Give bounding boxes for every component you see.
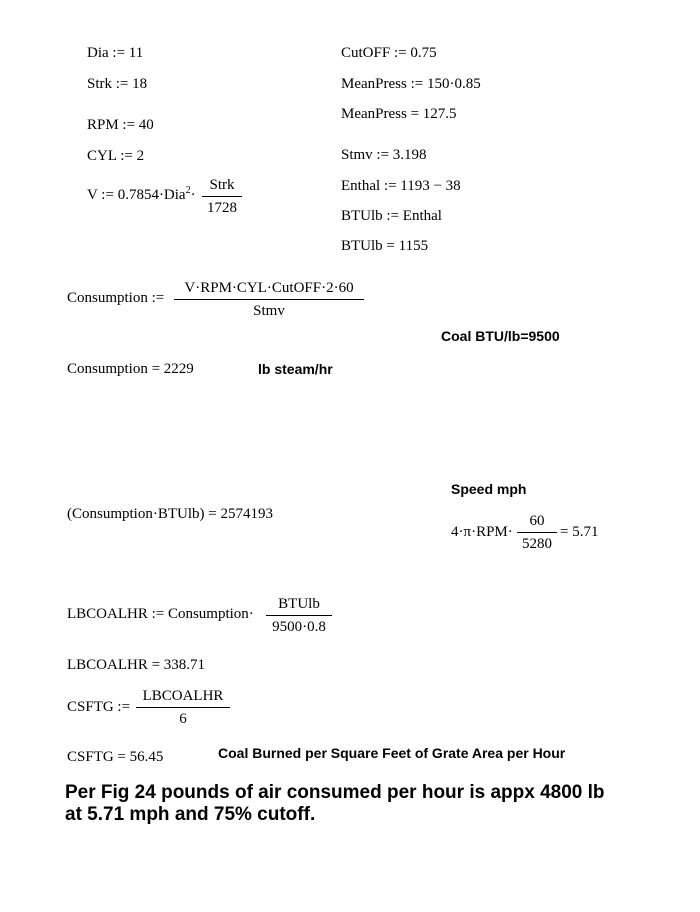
volume-lhs: V := 0.7854·Dia <box>87 187 186 203</box>
cutoff-definition: CutOFF := 0.75 <box>341 45 437 61</box>
lbcoalhr-result: LBCOALHR = 338.71 <box>67 657 206 673</box>
volume-fraction-bar <box>202 196 242 197</box>
consumption-numerator: V·RPM·CYL·CutOFF·2·60 <box>184 280 354 296</box>
volume-definition <box>87 186 196 204</box>
csftg-fraction <box>136 687 230 728</box>
rpm-definition: RPM := 40 <box>87 117 154 133</box>
cylinder-definition: CYL := 2 <box>87 148 145 164</box>
consumption-fraction <box>174 279 364 320</box>
coal-btu-note: Coal BTU/lb=9500 <box>441 328 560 344</box>
lbcoalhr-fraction <box>266 595 332 636</box>
csftg-result: CSFTG = 56.45 <box>67 749 164 765</box>
lbcoalhr-lhs: LBCOALHR := Consumption· <box>67 606 254 622</box>
speed-fraction <box>517 512 557 553</box>
air-consumption-note-line1: Per Fig 24 pounds of air consumed per hour is appx 4800 lb <box>65 782 605 803</box>
speed-fraction-bar <box>517 532 557 533</box>
lbcoalhr-numerator: BTUlb <box>278 596 320 612</box>
lbcoalhr-fraction-bar <box>266 615 332 616</box>
speed-numerator: 60 <box>529 513 545 529</box>
speed-denominator: 5280 <box>522 536 552 552</box>
volume-exponent: 2 <box>185 185 191 196</box>
consumption-lhs: Consumption := <box>67 290 165 306</box>
volume-numerator: Strk <box>209 177 235 193</box>
speed-lhs: 4·π·RPM· <box>451 524 513 540</box>
btulb-definition: BTUlb := Enthal <box>341 208 442 224</box>
btulb-result: BTUlb = 1155 <box>341 238 429 254</box>
meanpress-result: MeanPress = 127.5 <box>341 106 457 122</box>
csftg-label: Coal Burned per Square Feet of Grate Area per Hour <box>218 745 566 761</box>
enthal-definition: Enthal := 1193 − 38 <box>341 178 461 194</box>
csftg-numerator: LBCOALHR <box>142 688 224 704</box>
volume-fraction <box>202 176 242 217</box>
speed-title: Speed mph <box>451 481 527 497</box>
air-consumption-note-line2: at 5.71 mph and 75% cutoff. <box>65 804 316 825</box>
csftg-denominator: 6 <box>179 711 187 727</box>
stmv-definition: Stmv := 3.198 <box>341 147 427 163</box>
volume-dot: · <box>190 187 196 203</box>
total-btu-result: (Consumption·BTUlb) = 2574193 <box>67 506 273 522</box>
stroke-definition: Strk := 18 <box>87 76 148 92</box>
consumption-fraction-bar <box>174 299 364 300</box>
dia-definition: Dia := 11 <box>87 45 144 61</box>
consumption-unit-label: lb steam/hr <box>258 361 333 377</box>
consumption-denominator: Stmv <box>253 303 285 319</box>
consumption-result: Consumption = 2229 <box>67 361 194 377</box>
csftg-fraction-bar <box>136 707 230 708</box>
volume-denominator: 1728 <box>207 200 237 216</box>
speed-result: = 5.71 <box>560 524 599 540</box>
meanpress-definition: MeanPress := 150·0.85 <box>341 76 481 92</box>
lbcoalhr-denominator: 9500·0.8 <box>272 619 326 635</box>
csftg-lhs: CSFTG := <box>67 699 131 715</box>
